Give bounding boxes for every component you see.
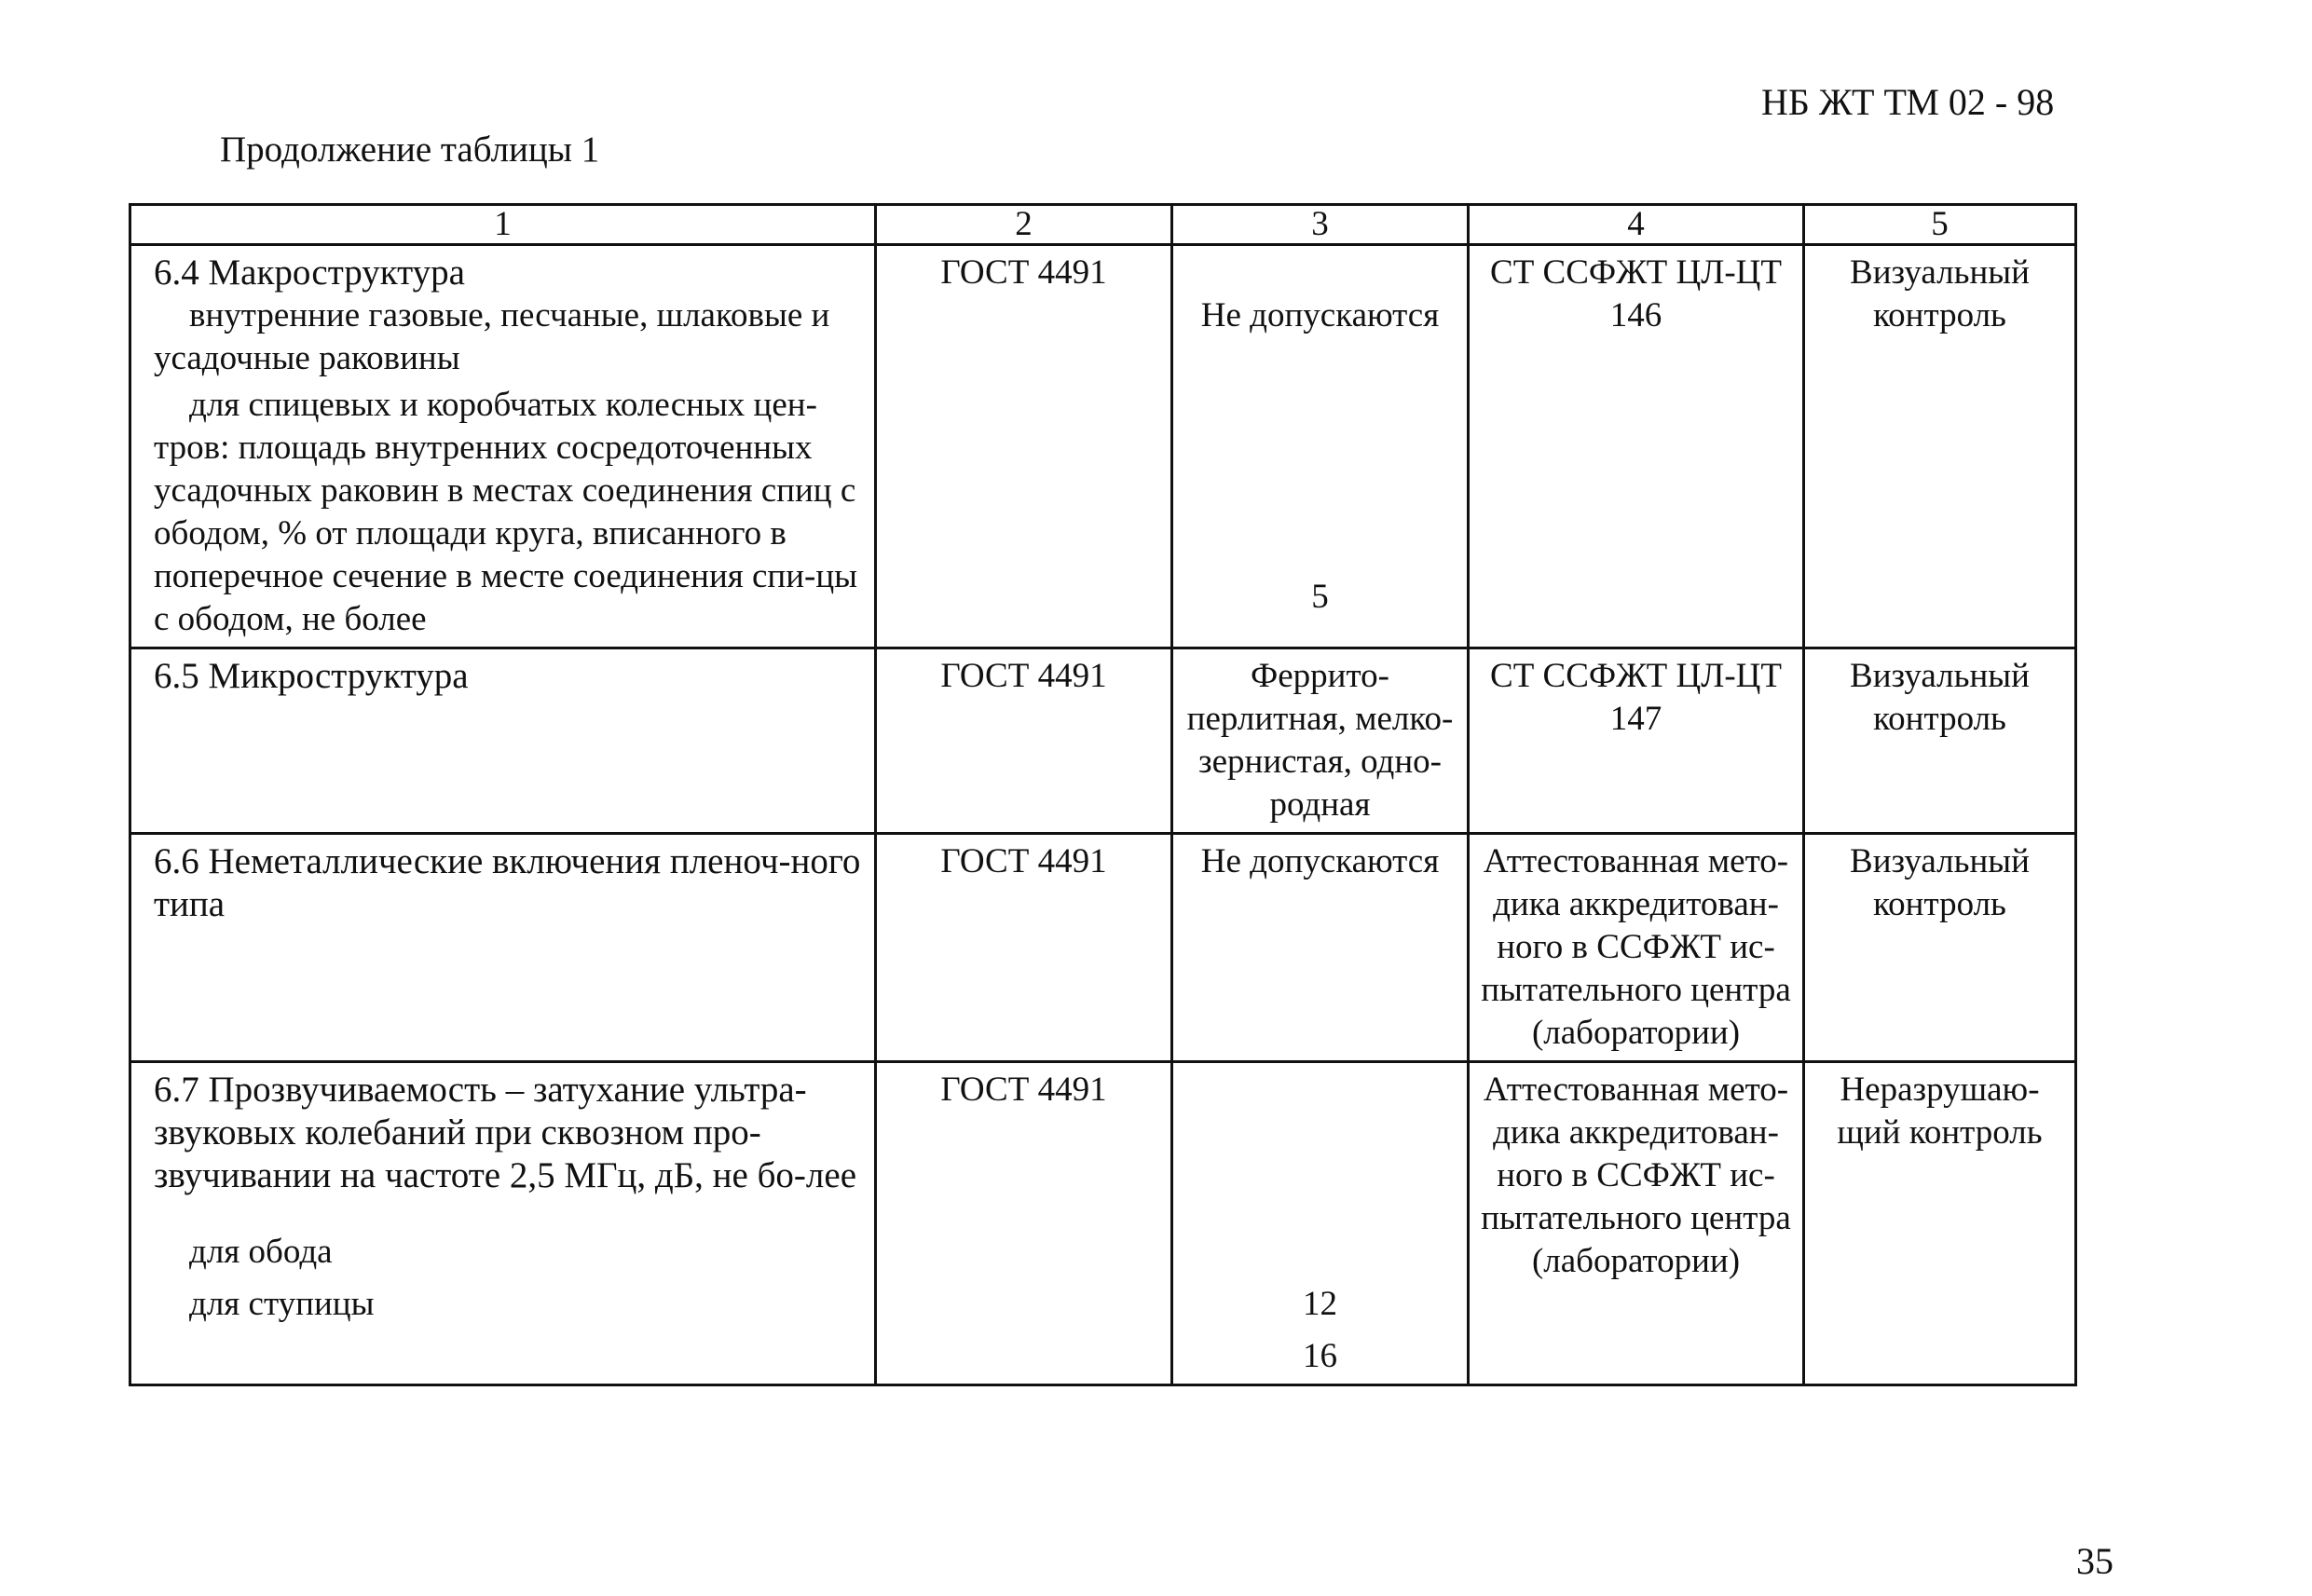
method-cell: СТ ССФЖТ ЦЛ-ЦТ 146 [1469, 245, 1804, 648]
page-number: 35 [2076, 1540, 2114, 1582]
table-header-row [130, 205, 2076, 245]
characteristic-cell [130, 834, 876, 1062]
table-row-6-5 [130, 648, 2076, 834]
column-header-5: 5 [1804, 205, 2076, 245]
control-cell: Неразрушаю-щий контроль [1804, 1062, 2076, 1385]
requirements-table [129, 203, 2077, 1386]
row-sub-a: для обода [189, 1233, 333, 1271]
row-title: 6.4 Макроструктура [154, 252, 465, 293]
document-code: НБ ЖТ ТМ 02 - 98 [1761, 81, 2055, 123]
table-row-6-4 [130, 245, 2076, 648]
row-title: 6.6 Неметаллические включения пленоч-ного типа [154, 841, 861, 924]
control-cell: Визуальный контроль [1804, 245, 2076, 648]
row-text-b: для спицевых и коробчатых колесных цен-тров: площадь внутренних сосредоточенных усадочных раковин в местах соединения спиц с ободом, % от площади круга, вписанного в поперечное сечение в месте соединения спи-цы с ободом, не более [154, 386, 858, 638]
standard-cell: ГОСТ 4491 [876, 245, 1172, 648]
norm-cell [1172, 245, 1469, 648]
method-cell: Аттестованная мето-дика аккредитован-ного в ССФЖТ ис-пытательного центра (лаборатории) [1469, 834, 1804, 1062]
characteristic-cell [130, 245, 876, 648]
norm-cell [1172, 1062, 1469, 1385]
method-cell: СТ ССФЖТ ЦЛ-ЦТ 147 [1469, 648, 1804, 834]
characteristic-cell [130, 1062, 876, 1385]
norm-cell: Не допускаются [1172, 834, 1469, 1062]
table-row-6-6 [130, 834, 2076, 1062]
norm-cell: Феррито-перлитная, мелко-зернистая, одно-родная [1172, 648, 1469, 834]
row-text-a: внутренние газовые, песчаные, шлаковые и усадочные раковины [154, 296, 830, 377]
table-continuation-caption: Продолжение таблицы 1 [220, 130, 600, 170]
column-header-3: 3 [1172, 205, 1469, 245]
standard-cell: ГОСТ 4491 [876, 1062, 1172, 1385]
row-title: 6.5 Микроструктура [154, 656, 469, 696]
standard-cell: ГОСТ 4491 [876, 834, 1172, 1062]
table-row-6-7 [130, 1062, 2076, 1385]
characteristic-cell [130, 648, 876, 834]
row-sub-b: для ступицы [189, 1285, 375, 1323]
column-header-2: 2 [876, 205, 1172, 245]
norm-value-b: 5 [1311, 578, 1329, 616]
norm-value-b: 16 [1303, 1337, 1337, 1375]
method-cell: Аттестованная мето-дика аккредитован-ного в ССФЖТ ис-пытательного центра (лаборатории) [1469, 1062, 1804, 1385]
row-title: 6.7 Прозвучиваемость – затухание ультра-звуковых колебаний при сквозном про-звучивании на частоте 2,5 МГц, дБ, не бо-лее [154, 1070, 857, 1195]
column-header-4: 4 [1469, 205, 1804, 245]
norm-value-a: Не допускаются [1200, 296, 1440, 334]
control-cell: Визуальный контроль [1804, 648, 2076, 834]
control-cell: Визуальный контроль [1804, 834, 2076, 1062]
column-header-1: 1 [130, 205, 876, 245]
norm-value-a: 12 [1303, 1285, 1337, 1323]
standard-cell: ГОСТ 4491 [876, 648, 1172, 834]
